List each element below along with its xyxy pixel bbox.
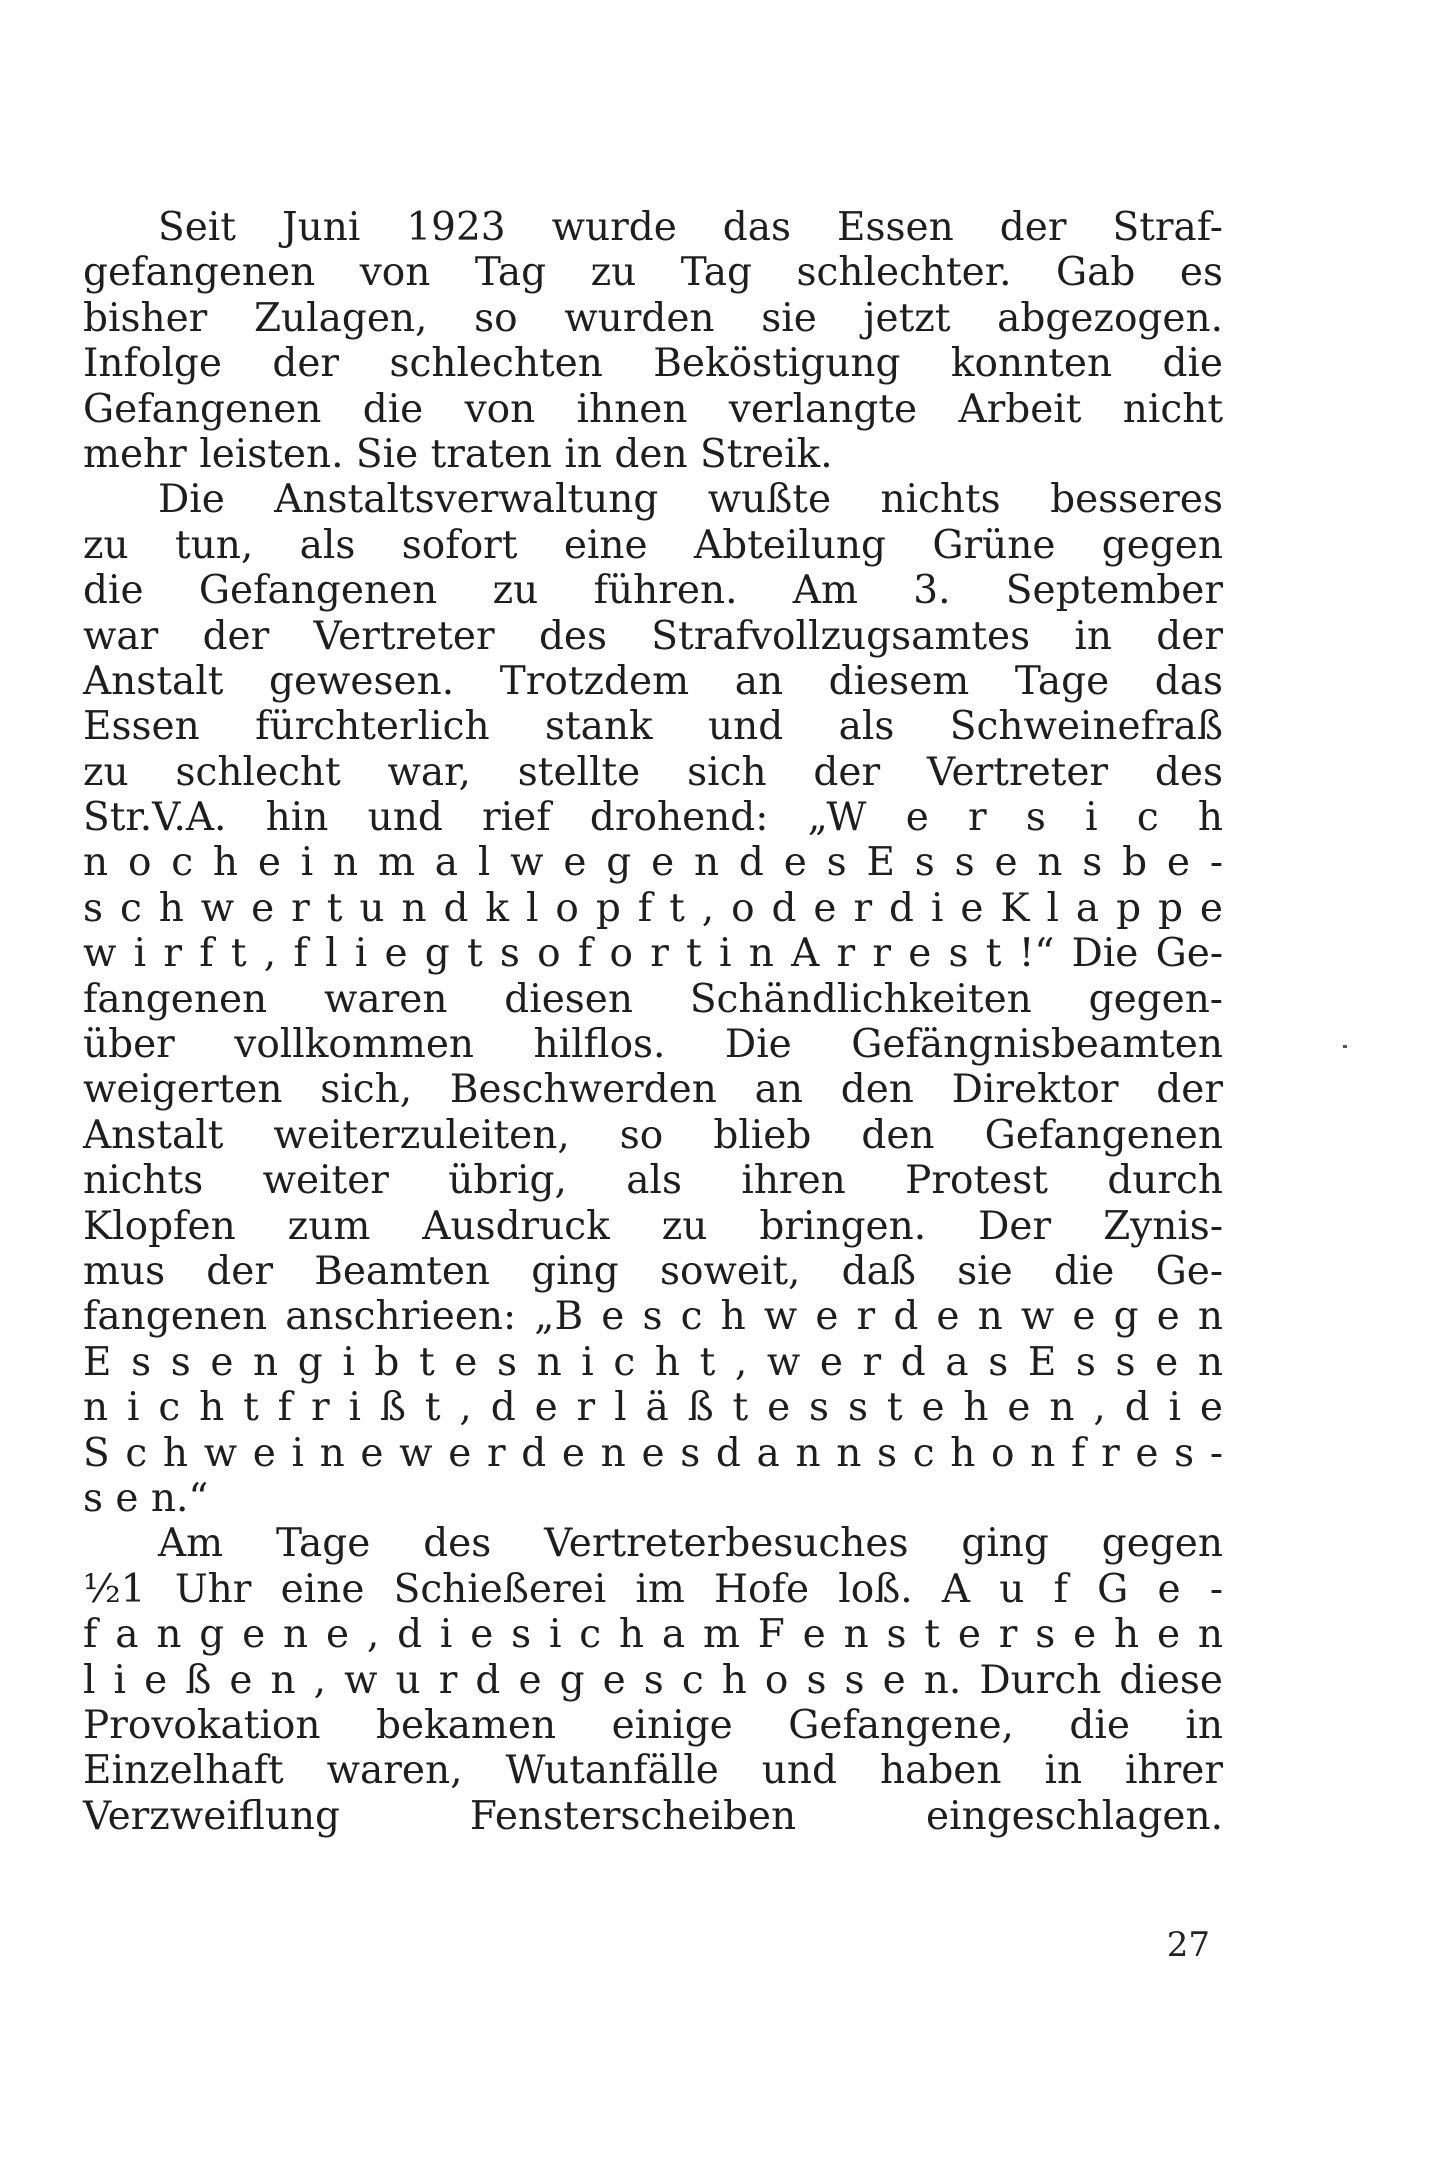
text-line: bisher Zulagen, so wurden sie jetzt abgezogen. [83,295,1223,341]
text-line: n i c h t f r i ß t , d e r l ä ß t e s s t e h e n , d i e [83,1385,1223,1431]
text-line: zu tun, als sofort eine Abteilung Grüne gegen [83,522,1223,568]
text-line: Klopfen zum Ausdruck zu bringen. Der Zynis- [83,1203,1223,1249]
text-line: w i r f t , f l i e g t s o f o r t i n A r r e s t !“ Die Ge- [83,931,1223,977]
text-line: fangenen waren diesen Schändlichkeiten gegen- [83,976,1223,1022]
text-line: l i e ß e n , w u r d e g e s c h o s s e n. Durch diese [83,1657,1223,1703]
text-line: gefangenen von Tag zu Tag schlechter. Gab es [83,250,1223,296]
print-speck [1343,1045,1347,1048]
text-line: Die Anstaltsverwaltung wußte nichts besseres [158,477,1223,523]
text-line: nichts weiter übrig, als ihren Protest durch [83,1158,1223,1204]
text-line: n o c h e i n m a l w e g e n d e s E s s e n s b e - [83,840,1223,886]
page-number: 27 [1166,1925,1210,1965]
text-line: Provokation bekamen einige Gefangene, die in [83,1702,1223,1748]
text-line: über vollkommen hilflos. Die Gefängnisbeamten [83,1022,1223,1068]
text-line: mehr leisten. Sie traten in den Streik. [83,431,833,477]
text-line: Essen fürchterlich stank und als Schweinefraß [83,704,1223,750]
text-line: zu schlecht war, stellte sich der Vertreter des [83,749,1223,795]
text-line: war der Vertreter des Strafvollzugsamtes in der [83,613,1223,659]
text-line: Str.V.A. hin und rief drohend: „W e r s i c h [83,795,1223,841]
text-line: s e n.“ [83,1475,209,1521]
text-line: mus der Beamten ging soweit, daß sie die Ge- [83,1248,1223,1294]
text-line: Gefangenen die von ihnen verlangte Arbeit nicht [83,386,1223,432]
text-line: Anstalt gewesen. Trotzdem an diesem Tage das [83,658,1223,704]
text-line: Verzweiflung Fensterscheiben eingeschlagen. [83,1793,1223,1839]
text-line: weigerten sich, Beschwerden an den Direktor der [83,1067,1223,1113]
text-line: fangenen anschrieen: „B e s c h w e r d e n w e g e n [83,1294,1223,1340]
text-line: Seit Juni 1923 wurde das Essen der Straf- [158,205,1223,250]
text-line: S c h w e i n e w e r d e n e s d a n n s c h o n f r e s - [83,1430,1223,1476]
text-line: Am Tage des Vertreterbesuches ging gegen [158,1521,1223,1567]
text-line: die Gefangenen zu führen. Am 3. September [83,568,1223,614]
text-line: s c h w e r t u n d k l o p f t , o d e r d i e K l a p p e [83,885,1223,931]
text-line: Anstalt weiterzuleiten, so blieb den Gefangenen [83,1112,1223,1158]
text-line: E s s e n g i b t e s n i c h t , w e r d a s E s s e n [83,1339,1223,1385]
body-text [83,205,1223,1839]
text-line: f a n g e n e , d i e s i c h a m F e n s t e r s e h e n [83,1612,1223,1658]
text-line: ½1 Uhr eine Schießerei im Hofe loß. A u f G e - [83,1566,1223,1612]
text-line: Infolge der schlechten Beköstigung konnten die [83,341,1223,387]
text-line: Einzelhaft waren, Wutanfälle und haben in ihrer [83,1748,1223,1794]
